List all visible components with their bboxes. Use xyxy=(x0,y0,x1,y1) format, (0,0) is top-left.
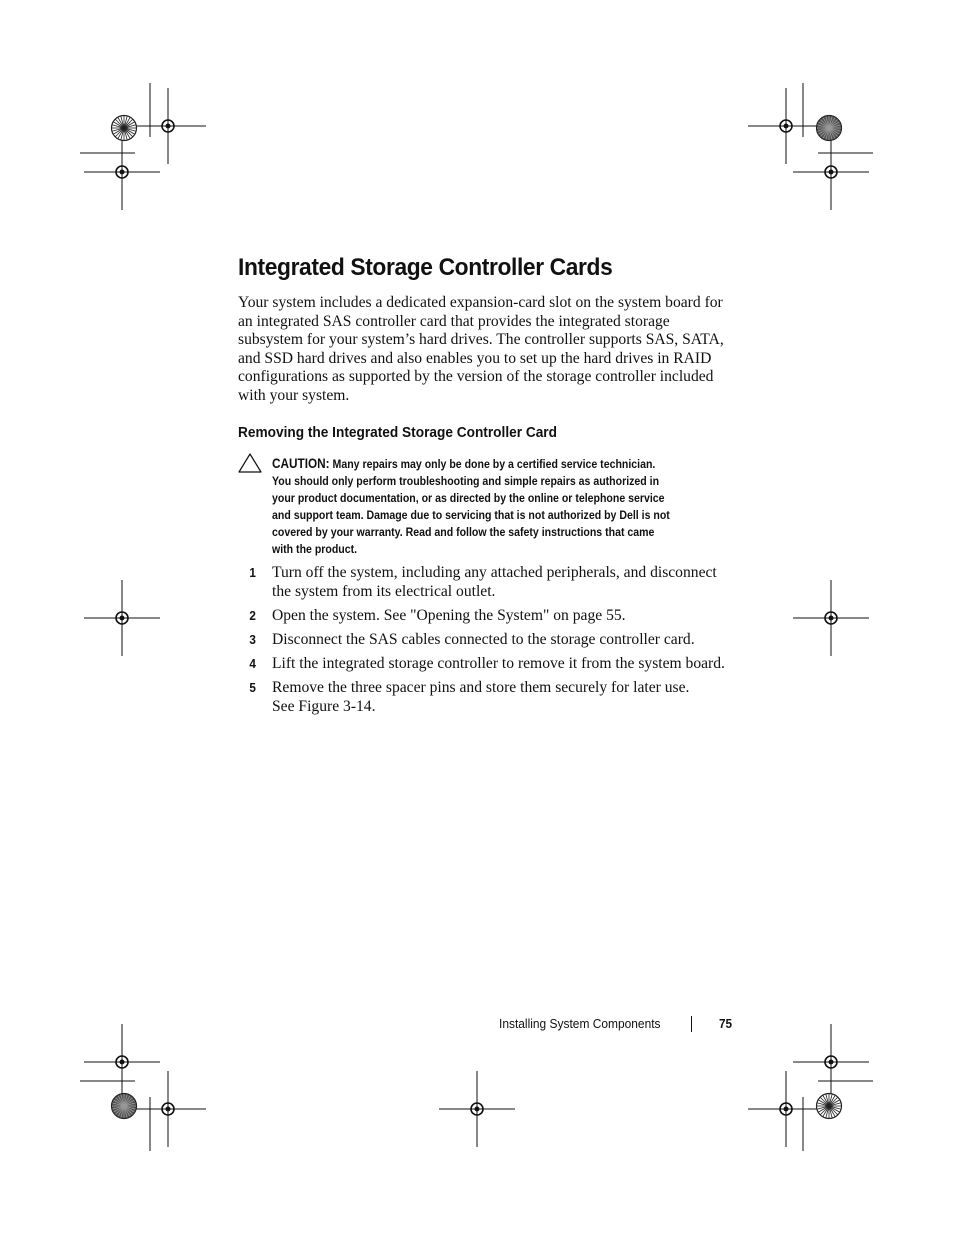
intro-line: and SSD hard drives and also enables you to set up the hard drives in RAID xyxy=(238,349,712,367)
intro-line: with your system. xyxy=(238,386,350,404)
step-line: See Figure 3-14. xyxy=(272,697,376,715)
crosshair-center xyxy=(829,1060,834,1065)
step-item xyxy=(238,631,758,650)
step-number: 2 xyxy=(249,607,256,623)
crosshair-center xyxy=(120,170,125,175)
step-line: Lift the integrated storage controller to remove it from the system board. xyxy=(272,654,725,672)
caution-line: You should only perform troubleshooting and simple repairs as authorized in xyxy=(272,474,660,488)
footer-section-title: Installing System Components xyxy=(499,1016,661,1031)
step-line: Remove the three spacer pins and store them securely for later use. xyxy=(272,678,690,696)
page-number: 75 xyxy=(719,1016,733,1031)
intro-line: an integrated SAS controller card that provides the integrated storage xyxy=(238,312,670,330)
crosshair-center xyxy=(784,1107,789,1112)
caution-first-line xyxy=(272,455,670,473)
step-text xyxy=(272,564,758,601)
intro-paragraph xyxy=(238,294,738,406)
intro-line: subsystem for your system’s hard drives. The controller supports SAS, SATA, xyxy=(238,331,724,349)
step-text xyxy=(272,655,758,674)
step-number: 1 xyxy=(249,565,256,580)
step-line: Turn off the system, including any attached peripherals, and disconnect xyxy=(272,564,717,581)
caution-first-text: Many repairs may only be done by a certified service technician. xyxy=(332,457,656,471)
step-text xyxy=(272,679,758,716)
page-title: Integrated Storage Controller Cards xyxy=(238,254,613,281)
step-text xyxy=(272,631,758,650)
step-line: Disconnect the SAS cables connected to the storage controller card. xyxy=(272,630,695,648)
crosshair-center xyxy=(120,616,125,621)
crosshair-center xyxy=(166,124,171,129)
caution-line: covered by your warranty. Read and follow the safety instructions that came xyxy=(272,525,655,539)
step-item xyxy=(238,607,758,626)
step-line: Open the system. See "Opening the System" on page 55. xyxy=(272,606,626,624)
crosshair-center xyxy=(829,616,834,621)
step-item xyxy=(238,679,758,716)
caution-label: CAUTION: xyxy=(272,456,330,471)
intro-line: configurations as supported by the version of the storage controller included xyxy=(238,368,714,386)
caution-line: and support team. Damage due to servicing that is not authorized by Dell is not xyxy=(272,508,670,522)
section-heading: Removing the Integrated Storage Controller Card xyxy=(238,424,557,441)
crosshair-center xyxy=(166,1107,171,1112)
step-text xyxy=(272,607,758,626)
caution-icon xyxy=(238,453,262,473)
step-line: the system from its electrical outlet. xyxy=(272,582,496,600)
caution-line: your product documentation, or as directed by the online or telephone service xyxy=(272,491,665,505)
footer-divider xyxy=(691,1016,692,1032)
procedure-steps xyxy=(238,564,758,722)
step-number: 4 xyxy=(249,655,256,671)
crosshair-center xyxy=(784,124,789,129)
crosshair-center xyxy=(829,170,834,175)
crosshair-center xyxy=(120,1060,125,1065)
step-number: 3 xyxy=(249,631,256,647)
step-item xyxy=(238,564,758,601)
crosshair-center xyxy=(475,1107,480,1112)
caution-line: with the product. xyxy=(272,542,358,556)
intro-line: Your system includes a dedicated expansion-card slot on the system board for xyxy=(238,294,723,311)
step-number: 5 xyxy=(249,679,256,695)
caution-notice xyxy=(272,455,670,558)
step-item xyxy=(238,655,758,674)
